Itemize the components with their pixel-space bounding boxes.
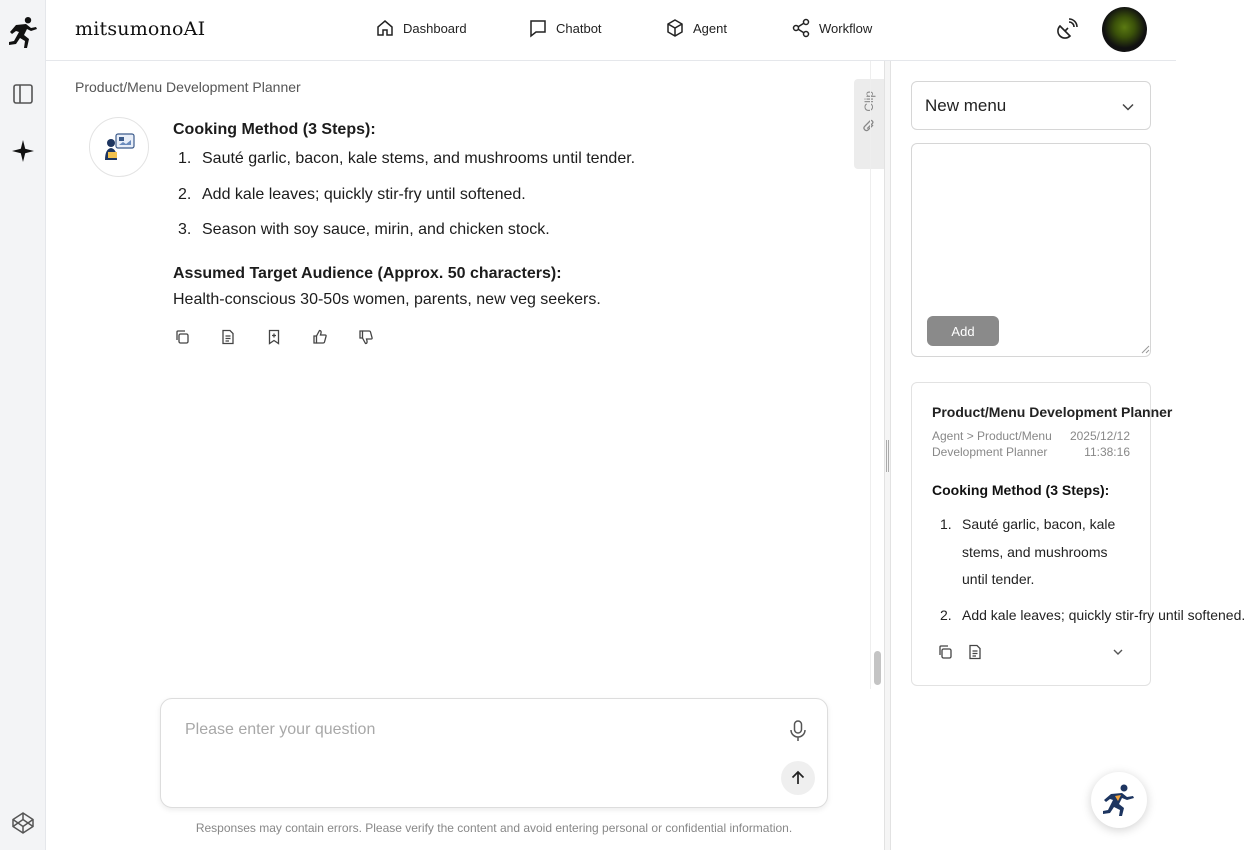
clip-card-time: 11:38:16 [1084,445,1130,459]
clip-card[interactable] [911,382,1245,686]
message-actions [173,328,375,346]
nav-workflow-label: Workflow [819,20,873,36]
list-item: 2. Add kale leaves; quickly stir-fry until softened. [940,606,1245,623]
question-input[interactable] [185,721,765,751]
chevron-down-icon [1120,99,1136,115]
assistant-message [173,121,823,309]
nav-chatbot[interactable] [528,18,602,38]
list-item: 1. Sauté garlic, bacon, kale stems, and mushrooms until tender. [178,150,636,167]
add-button[interactable]: Add [927,316,999,346]
agent-avatar [89,117,149,177]
list-item: 2. Add kale leaves; quickly stir-fry until softened. [178,185,526,203]
chat-bubble-icon [528,18,548,38]
clip-card-timestamp [1070,428,1130,460]
cube-icon [665,18,685,38]
clip-card-subtitle: Cooking Method (3 Steps): [932,482,1110,498]
nav-workflow[interactable] [791,18,872,38]
brand-name: mitsumonoAI [75,18,206,40]
thumbs-down-icon[interactable] [357,328,375,346]
copy-icon[interactable] [937,644,953,665]
page-breadcrumb: Product/Menu Development Planner [75,79,301,95]
resize-handle[interactable] [886,440,889,472]
disclaimer-text: Responses may contain errors. Please verify the content and avoid entering personal or confidential information. [195,821,793,835]
assistant-fab-button[interactable] [1091,772,1147,828]
method-steps-list [173,148,823,255]
chat-input-box [160,698,828,808]
home-icon [375,18,395,38]
audience-text: Health-conscious 30-50s women, parents, new veg seekers. [173,290,601,308]
microphone-icon[interactable] [788,719,808,748]
clip-card-date: 2025/12/12 [1069,429,1130,443]
runner-mascot-icon [1101,782,1137,818]
left-rail [0,0,46,850]
user-avatar[interactable] [1102,7,1147,52]
clip-card-steps [932,511,1245,629]
nav-dashboard-label: Dashboard [403,20,467,36]
clip-tab-label: Clip [862,91,876,112]
chat-scrollbar-track[interactable] [870,61,884,689]
document-icon[interactable] [967,644,983,665]
thumbs-up-icon[interactable] [311,328,329,346]
sidebar-toggle-icon[interactable] [8,79,38,109]
top-header [46,0,1176,61]
list-item: 1. Sauté garlic, bacon, kale stems, and mushrooms until tender. [940,516,1116,587]
nav-agent-label: Agent [693,20,727,36]
nav-chatbot-label: Chatbot [556,20,602,36]
sparkle-icon[interactable] [8,136,38,166]
satellite-dish-icon[interactable] [1056,18,1078,45]
clip-card-actions [937,644,983,665]
method-heading: Cooking Method (3 Steps): [173,121,376,138]
menu-select[interactable] [911,81,1151,130]
logo-runner-icon[interactable] [8,17,38,47]
nav-agent[interactable] [665,18,727,38]
bookmark-add-icon[interactable] [265,328,283,346]
send-button[interactable] [781,761,815,795]
arrow-up-icon [789,769,807,787]
resize-corner-icon[interactable] [1141,345,1150,354]
chat-scrollbar-thumb[interactable] [874,651,881,685]
share-nodes-icon [791,18,811,38]
clip-card-title: Product/Menu Development Planner [932,404,1173,420]
cube-outline-icon[interactable] [8,808,38,838]
audience-heading: Assumed Target Audience (Approx. 50 characters): [173,264,562,282]
menu-select-value: New menu [925,95,1007,115]
chevron-down-icon[interactable] [1111,645,1125,659]
nav-dashboard[interactable] [375,18,467,38]
copy-icon[interactable] [173,328,191,346]
document-icon[interactable] [219,328,237,346]
list-item: 3. Season with soy sauce, mirin, and chicken stock. [178,221,550,238]
clip-card-path: Agent > Product/Menu Development Planner [932,429,1052,459]
